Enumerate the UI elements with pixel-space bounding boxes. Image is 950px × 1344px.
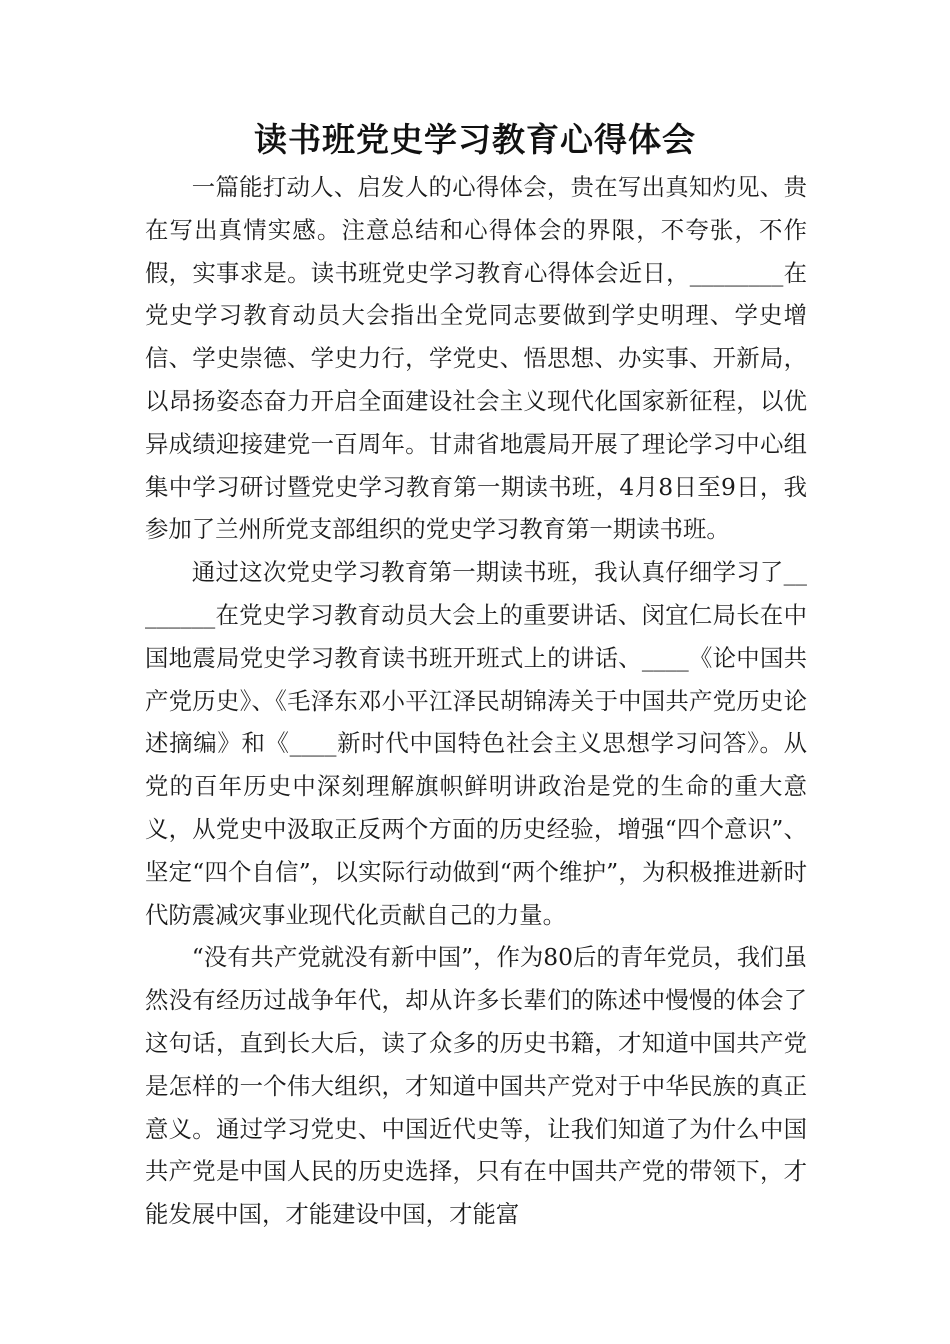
document-title: 读书班党史学习教育心得体会 bbox=[254, 120, 696, 159]
paragraph-2: 通过这次党史学习教育第一期读书班，我认真仔细学习了________在党史学习教育动员大会上的重要讲话、闵宜仁局长在中国地震局党史学习教育读书班开班式上的讲话、____《论中国共产党历史》、《毛泽东邓小平江泽民胡锦涛关于中国共产党历史论述摘编》和《____新时代中国特色社会主义思想学习问答》。从党的百年历史中深刻理解旗帜鲜明讲政治是党的生命的重大意义，从党史中汲取正反两个方面的历史经验，增强“四个意识”、坚定“四个自信”，以实际行动做到“两个维护”，为积极推进新时代防震减灾事业现代化贡献自己的力量。 bbox=[145, 558, 807, 929]
paragraph-1: 一篇能打动人、启发人的心得体会，贵在写出真知灼见、贵在写出真情实感。注意总结和心得体会的界限，不夸张，不作假，实事求是。读书班党史学习教育心得体会近日，________在党史学习教育动员大会指出全党同志要做到学史明理、学史增信、学史崇德、学史力行，学党史、悟思想、办实事、开新局，以昂扬姿态奋力开启全面建设社会主义现代化国家新征程，以优异成绩迎接建党一百周年。甘肃省地震局开展了理论学习中心组集中学习研讨暨党史学习教育第一期读书班，4月8日至9日，我参加了兰州所党支部组织的党史学习教育第一期读书班。 bbox=[145, 173, 807, 544]
paragraph-3: “没有共产党就没有新中国”，作为80后的青年党员，我们虽然没有经历过战争年代，却从许多长辈们的陈述中慢慢的体会了这句话，直到长大后，读了众多的历史书籍，才知道中国共产党是怎样的一个伟大组织，才知道中国共产党对于中华民族的真正意义。通过学习党史、中国近代史等，让我们知道了为什么中国共产党是中国人民的历史选择，只有在中国共产党的带领下，才能发展中国，才能建设中国，才能富 bbox=[145, 943, 807, 1229]
document-body bbox=[145, 166, 807, 1236]
